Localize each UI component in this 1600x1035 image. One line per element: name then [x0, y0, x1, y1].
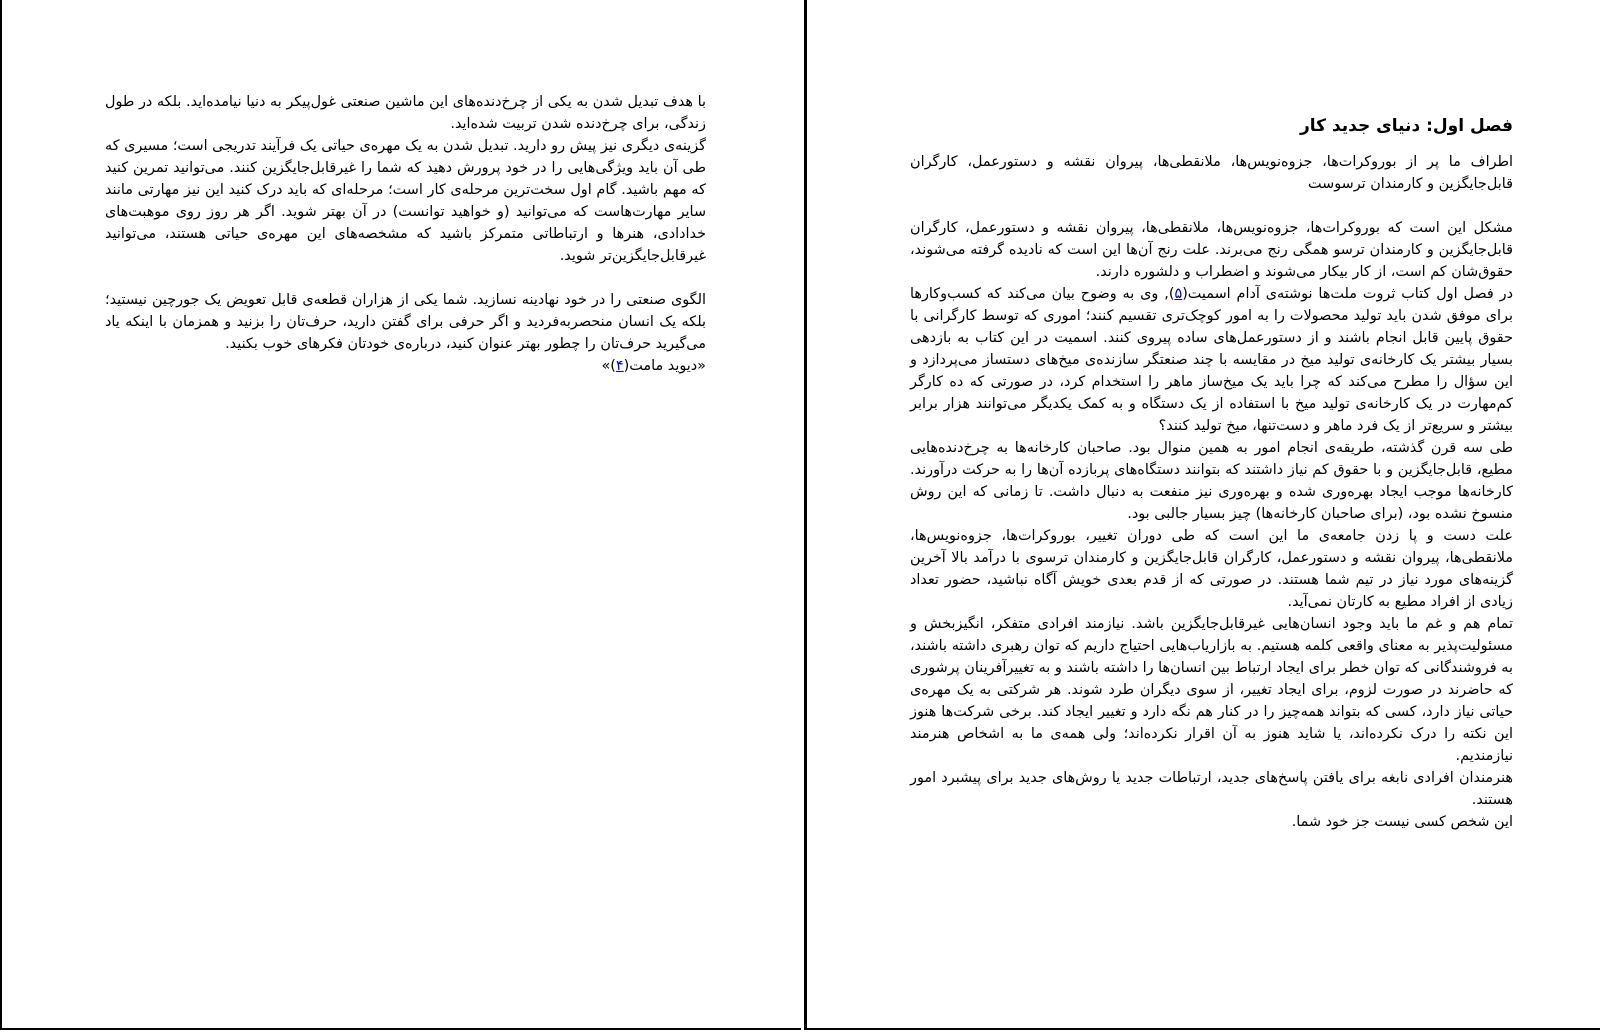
- attribution-prefix: «دیوید مامت(: [623, 358, 706, 374]
- paragraph: طی سه قرن گذشته، طریقه‌ی انجام امور به همین منوال بود. صاحبان کارخانه‌ها به چرخ‌دنده‌هایی مطیع، قابل‌جایگزین و با حقوق کم نیاز داشتند که بتوانند دستگاه‌های پربازده آن‌ها را به حرکت درآورند. کارخانه‌ها موجب ایجاد بهره‌وری شده و بهره‌وری نیز منفعت به دنبال داشت. تا زمانی که این روش منسوخ نشده بود، (برای صاحبان کارخانه‌ها) چیز بسیار جالبی بود.: [910, 440, 1513, 522]
- right-page-text: [910, 113, 1513, 833]
- smith-text-before: در فصل اول کتاب ثروت ملت‌ها نوشته‌ی آدام اسمیت(: [1182, 286, 1514, 302]
- paragraph-smith: [910, 283, 1513, 437]
- footnote-link[interactable]: ۴: [615, 358, 624, 374]
- right-page: [804, 0, 1600, 1030]
- paragraph: مشکل این است که بوروکرات‌ها، جزوه‌نویس‌ها، ملانقطی‌ها، پیروان نقشه و دستورعمل، کارگران قابل‌جایگزین و کارمندان ترسو همگی رنج می‌برند. علت رنج آن‌ها این است که نادیده گرفته می‌شوند، حقوق‌شان کم است، از کار بیکار می‌شوند و اضطراب و دلشوره دارند.: [910, 220, 1513, 280]
- chapter-lead: اطراف ما پر از بوروکرات‌ها، جزوه‌نویس‌ها، ملانقطی‌ها، پیروان نقشه و دستورعمل، کارگران قابل‌جایگزین و کارمندان ترسوست: [910, 154, 1513, 192]
- paragraph: با هدف تبدیل شدن به یکی از چرخ‌دنده‌های این ماشین صنعتی غول‌پیکر به دنیا نیامده‌اید. بلکه در طول زندگی، برای چرخ‌دنده شدن تربیت شده‌اید.: [105, 94, 706, 132]
- paragraph: تمام هم و غم ما باید وجود انسان‌هایی غیرقابل‌جایگزین باشد. نیازمند افرادی متفکر، انگیزبخش و مسئولیت‌پذیر به معنای واقعی کلمه هستیم. به بازاریاب‌هایی احتیاج داریم که توان رهبری داشته باشند، به فروشندگانی که توان خطر برای ایجاد ارتباط بین انسان‌ها را داشته باشند و به تغییرآفرینان پرشوری که حاضرند در صورت لزوم، برای ایجاد تغییر، از سوی دیگران طرد شوند. هر شرکتی به یک مهره‌ی حیاتی نیاز دارد، کسی که بتواند همه‌چیز را در کنار هم نگه دارد و تغییر ایجاد کند. برخی شرکت‌ها هنوز این نکته را درک نکرده‌اند، یا شاید هنوز به آن اقرار نکرده‌اند؛ ولی همه‌ی ما به اشخاص هنرمند نیازمندیم.: [910, 616, 1513, 764]
- smith-text-after: ), وی به وضوح بیان می‌کند که کسب‌وکارها برای موفق شدن باید تولید محصولات را به امور کوچک‌تری تقسیم کنند؛ اموری که توسط کارگرانی با حقوق پایین قابل انجام باشند و از دستورعمل‌های ساده پیروی کنند. اسمیت در این کتاب به بازدهی بسیار بیشتر یک کارخانه‌ی تولید میخ در مقایسه با چند صنعتگر سازنده‌ی میخ‌های دستساز می‌پردازد و این سؤال را مطرح می‌کند که چرا باید یک میخ‌ساز ماهر را استخدام کرد، در صورتی که ده کارگر کم‌مهارت در یک کارخانه‌ی تولید میخ با استفاده از یک دستگاه و به کمک یکدیگر می‌توانند هزار برابر بیشتر و سریع‌تر از یک فرد ماهر و دست‌تنها، میخ تولید کنند؟: [910, 286, 1513, 434]
- footnote-link[interactable]: ۵: [1174, 286, 1183, 302]
- attribution-suffix: )»: [601, 358, 616, 374]
- paragraph: الگوی صنعتی را در خود نهادینه نسازید. شما یکی از هزاران قطعه‌ی قابل تعویض یک جورچین نیستید؛ بلکه یک انسان منحصربه‌فردید و اگر حرفی برای گفتن دارید، حرف‌تان را بزنید و همزمان با اینکه یاد می‌گیرید حرف‌تان را چطور بهتر عنوان کنید، درباره‌ی خودتان فکر‌های خوب بکنید.: [105, 292, 706, 352]
- paragraph-spacer: [105, 267, 706, 289]
- left-page-text: [105, 91, 706, 377]
- paragraph: گزینه‌ی دیگری نیز پیش رو دارید. تبدیل شدن به یک مهره‌ی حیاتی یک فرآیند تدریجی است؛ مسیری که طی آن باید ویژگی‌هایی را در خود پرورش دهید که شما را غیرقابل‌جایگزین کنند. می‌توانید تمرین کنید که مهم باشید. گام اول سخت‌ترین مرحله‌ی کار است؛ مرحله‌ای که باید درک کنید این نیز مهارتی مانند سایر مهارت‌هاست که می‌توانید (و خواهید توانست) در آن بهتر شوید. اگر هر روز روی موهبت‌های خدادادی، هنرها و ارتباطاتی متمرکز باشید که مشخصه‌های این مهره‌ی حیاتی هستند، می‌توانید غیرقابل‌جایگزین‌تر شوید.: [105, 138, 706, 264]
- paragraph: هنرمندان افرادی نابغه برای یافتن پاسخ‌های جدید، ارتباطات جدید یا روش‌های جدید برای پیشبرد امور هستند.: [910, 770, 1513, 808]
- paragraph: علت دست و پا زدن جامعه‌ی ما این است که طی دوران تغییر، بوروکرات‌ها، جزوه‌نویس‌ها، ملانقطی‌ها، پیروان نقشه و دستورعمل، کارگران قابل‌جایگزین و کارمندان ترسوی با درآمد بالا آخرین گزینه‌های مورد نیاز در تیم شما هستند. در صورتی که از قدم بعدی خویش آگاه نباشید، حضور تعداد زیادی از افراد مطیع به کارتان نمی‌آید.: [910, 528, 1513, 610]
- chapter-title: فصل اول: دنیای جدید کار: [1299, 116, 1513, 136]
- paragraph: این شخص کسی نیست جز خود شما.: [1291, 814, 1513, 830]
- quote-attribution: [105, 355, 706, 377]
